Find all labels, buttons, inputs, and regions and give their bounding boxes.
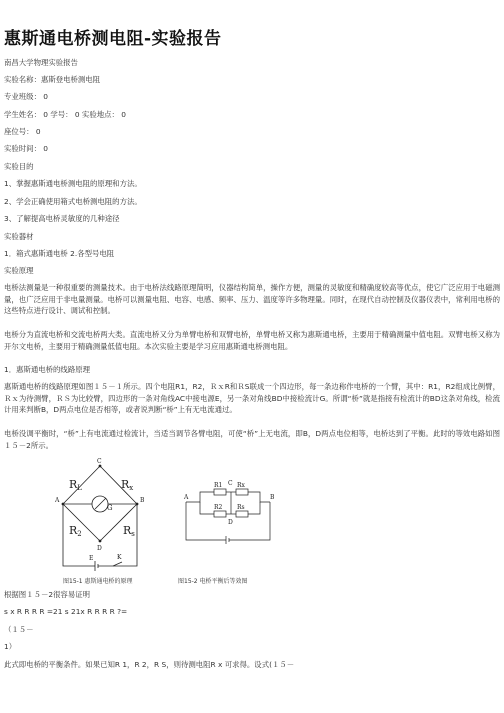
seat-line: 座位号： 0 [4,127,41,136]
paragraph-intro: 电桥法测量是一种很重要的测量技术。由于电桥法线路原理简明，仪器结构简单，操作方便，测量的灵敏度和精确度较高等优点，使它广泛应用于电磁测量，也广泛应用于非电量测量。电桥可以测量电阻、电容、电感、频率、压力、温度等许多物理量。同时，在现代自动控制及仪器仪表中，常利用电桥的这些特点进行设计、调试和控制。 [4,283,500,315]
node-c-label: C [97,458,102,465]
objective-item: 1、掌握惠斯通电桥测电阻的原理和方法。 [4,179,142,188]
university-line: 南昌大学物理实验报告 [4,58,78,67]
objective-item: 2、学会正确使用箱式电桥测电阻的方法。 [4,197,142,206]
proof-line: 根据图１５－2很容易证明 [4,590,91,599]
resistor-rs-label: Rs [237,504,245,511]
node-b-label: B [270,494,275,501]
resistor-r2-label: R2 [69,524,82,538]
equation-number-close: 1） [4,642,17,651]
page-title: 惠斯通电桥测电阻-实验报告 [4,29,222,49]
experiment-name-line: 实验名称：惠斯登电桥测电阻 [4,75,101,84]
equipment-line: 1．箱式惠斯通电桥 2.各型号电阻 [4,249,115,258]
paragraph-types: 电桥分为直流电桥和交流电桥两大类。直流电桥又分为单臂电桥和双臂电桥，单臂电桥又称为惠斯通电桥，主要用于精确测量中值电阻。双臂电桥又称为开尔文电桥，主要用于精确测量低值电阻。本次实验主要是学习应用惠斯通电桥测电阻。 [4,330,500,351]
figure-caption-15-1: 图15-1 惠斯通电桥的原理 [63,578,133,585]
formula-line: s x R R R R =21 s 21x R R R R ?= [4,607,128,616]
bridge-principle-diagram [55,458,175,578]
bridge-equivalent-diagram [180,480,280,560]
figure-caption-15-2: 图15-2 电桥平衡后等效图 [178,578,248,585]
objectives-heading: 实验目的 [4,162,34,171]
source-e-label: E [89,555,94,562]
resistor-rx-label: Rx [237,482,245,489]
balance-condition-line: 此式即电桥的平衡条件。如果已知R 1，R 2，R S，则待测电阻R x 可求得。设式(１５－ [4,660,295,669]
node-b-label: B [140,497,145,504]
class-line: 专业班级： 0 [4,92,49,101]
objective-item: 3、了解提高电桥灵敏度的几种途径 [4,214,120,223]
principle-heading: 实验原理 [4,266,34,275]
paragraph-balance: 电桥没调平衡时，“桥”上有电流通过检流计，当适当调节各臂电阻，可使“桥”上无电流，即B，D两点电位相等，电桥达到了平衡。此时的等效电路如图１５－2所示。 [4,429,500,450]
node-c-label: C [228,480,233,487]
equation-number-open: （１５－ [4,625,34,634]
galvanometer-label: G [107,504,113,512]
resistor-rl-label: RL [69,478,82,492]
time-line: 实验时间： 0 [4,144,49,153]
resistor-rs-label: Rs [123,524,135,538]
switch-k-label: K [117,554,122,561]
resistor-r2-label: R2 [214,504,223,511]
resistor-rx-label: Rx [121,478,134,492]
resistor-r1-label: R1 [214,482,223,489]
node-a-label: A [55,497,60,504]
equipment-heading: 实验器材 [4,232,34,241]
node-d-label: D [228,519,233,526]
sub-heading: 1．惠斯通电桥的线路原理 [4,365,91,374]
node-a-label: A [184,494,189,501]
paragraph-circuit: 惠斯通电桥的线路原理如图１５－１所示。四个电阻R1，R2，ＲｘR和ＲS联成一个四边形，每一条边称作电桥的一个臂，其中：R1，R2组成比例臂，Ｒｘ为待测臂，ＲＳ为比较臂，四边形的一条对角线AC中接电源E，另一条对角线BD中接检流计G。所谓“桥”就是指接有检流计的BD这条对角线，检流计用来判断B，D两点电位是否相等，或者说判断“桥”上有无电流通过。 [4,382,500,414]
node-d-label: D [97,545,102,552]
student-line: 学生姓名： 0 学号： 0 实验地点： 0 [4,110,126,119]
